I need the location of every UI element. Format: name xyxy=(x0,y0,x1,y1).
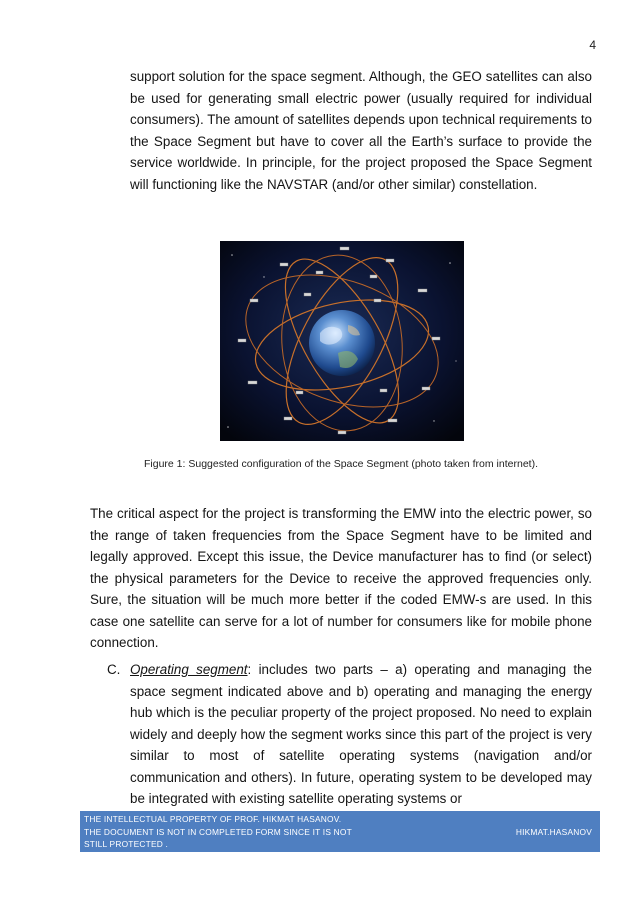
footer-notice-line-1: THE INTELLECTUAL PROPERTY OF PROF. HIKMAT HASANOV. xyxy=(84,814,342,824)
page-number: 4 xyxy=(589,38,596,52)
footer-notice-line-2: THE DOCUMENT IS NOT IN COMPLETED FORM SINCE IT IS NOT STILL PROTECTED . xyxy=(84,826,352,849)
figure-caption: Figure 1: Suggested configuration of the Space Segment (photo taken from internet). xyxy=(144,458,538,470)
term-operating-segment: Operating segment xyxy=(130,662,248,677)
satellite-constellation-image xyxy=(220,241,464,441)
list-item-text: : includes two parts – a) operating and managing the space segment indicated above and b) operating and managing the energy hub which is the peculiar property of the project proposed. No need to explain widely and deeply how the segment works since this part of the project is very similar to most of satellite operating systems (navigation and/or communication and others). In future, operating system to be developed may be integrated with existing satellite operating systems or xyxy=(130,662,592,806)
list-marker: C. xyxy=(107,662,121,677)
body-paragraph: support solution for the space segment. Although, the GEO satellites can also be used for generating small electric power (usually required for individual consumers). The amount of satellites depends upon technical requirements to the Space Segment but have to cover all the Earth’s surface to provide the service worldwide. In principle, for the project proposed the Space Segment will functioning like the NAVSTAR (and/or other similar) constellation. xyxy=(130,69,592,192)
footer-bar xyxy=(80,811,600,852)
footer-author: HIKMAT.HASANOV xyxy=(515,827,592,837)
body-paragraph: The critical aspect for the project is transforming the EMW into the electric power, so the range of taken frequencies from the Space Segment have to be limited and legally approved. Except this issue, the Device manufacturer has to find (or select) the physical parameters for the Device to receive the approved frequencies only. Sure, the situation will be much more better if the coded EMW-s are used. In this case one satellite can serve for a lot of number for consumers like for mobile phone connection. xyxy=(90,506,592,650)
footer-notice xyxy=(84,813,354,851)
list-item-c xyxy=(130,659,592,810)
